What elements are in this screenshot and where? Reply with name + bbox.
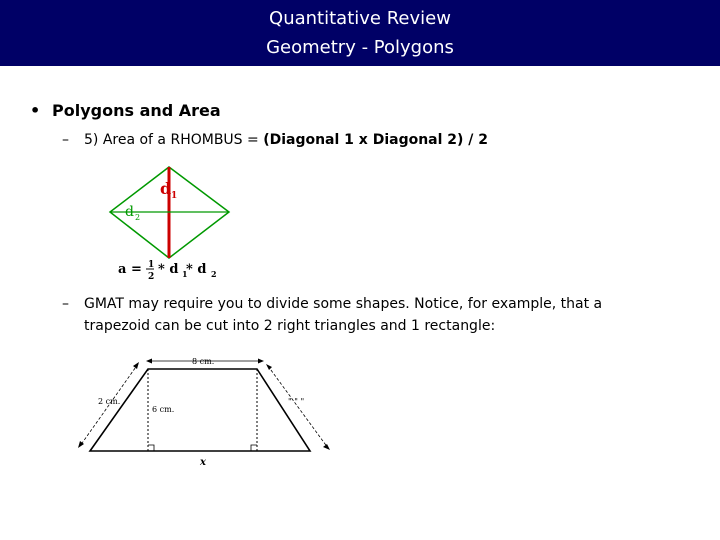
slide-header	[0, 0, 720, 66]
formula-sub-2: 2	[211, 269, 217, 279]
bottom-label: x	[200, 457, 206, 468]
right-angle-mark-left	[148, 445, 154, 451]
height-label: 6 cm.	[152, 405, 175, 414]
bullet-dot: •	[30, 101, 41, 120]
d1-label: d	[160, 179, 172, 198]
d1-subscript: 1	[171, 191, 178, 201]
sub-bullet-dash: –	[62, 296, 69, 312]
right-slant-top-head	[266, 364, 272, 370]
top-label: 8 cm.	[192, 357, 215, 366]
top-arrow-left-head	[146, 359, 152, 364]
formula-a: a =	[118, 262, 142, 277]
formula-sub-1: 1	[182, 269, 188, 279]
formula-denominator: 2	[148, 272, 155, 282]
rhombus-formula	[118, 258, 228, 282]
right-slant-dimension	[268, 366, 328, 448]
sub-bullet-dash: –	[62, 132, 69, 148]
d2-subscript: 2	[135, 213, 141, 222]
right-angle-mark-right	[251, 445, 257, 451]
bullet-text: Polygons and Area	[52, 101, 221, 120]
right-label: " " "	[288, 397, 305, 406]
rhombus-area-item	[62, 132, 488, 148]
right-slant-bottom-head	[323, 444, 330, 450]
rhombus-area-formula: (Diagonal 1 x Diagonal 2) / 2	[263, 132, 489, 148]
formula-rest-2: * d	[186, 262, 207, 277]
formula-rest-1: * d	[158, 262, 179, 277]
slide-title: Quantitative Review	[269, 8, 451, 29]
slide-subtitle: Geometry - Polygons	[266, 37, 454, 58]
left-slant-top-head	[133, 362, 139, 369]
d2-label: d	[125, 204, 134, 220]
trapezoid-diagram	[72, 352, 342, 472]
rhombus-area-text: 5) Area of a RHOMBUS =	[84, 132, 264, 148]
trapezoid-outline	[90, 369, 310, 451]
left-label: 2 cm.	[98, 397, 121, 406]
formula-numerator: 1	[148, 260, 155, 270]
top-arrow-right-head	[258, 359, 264, 364]
trapezoid-text: GMAT may require you to divide some shapes. Notice, for example, that a trapezoid can be cut into 2 right triangles and 1 rectangle:	[84, 296, 603, 334]
